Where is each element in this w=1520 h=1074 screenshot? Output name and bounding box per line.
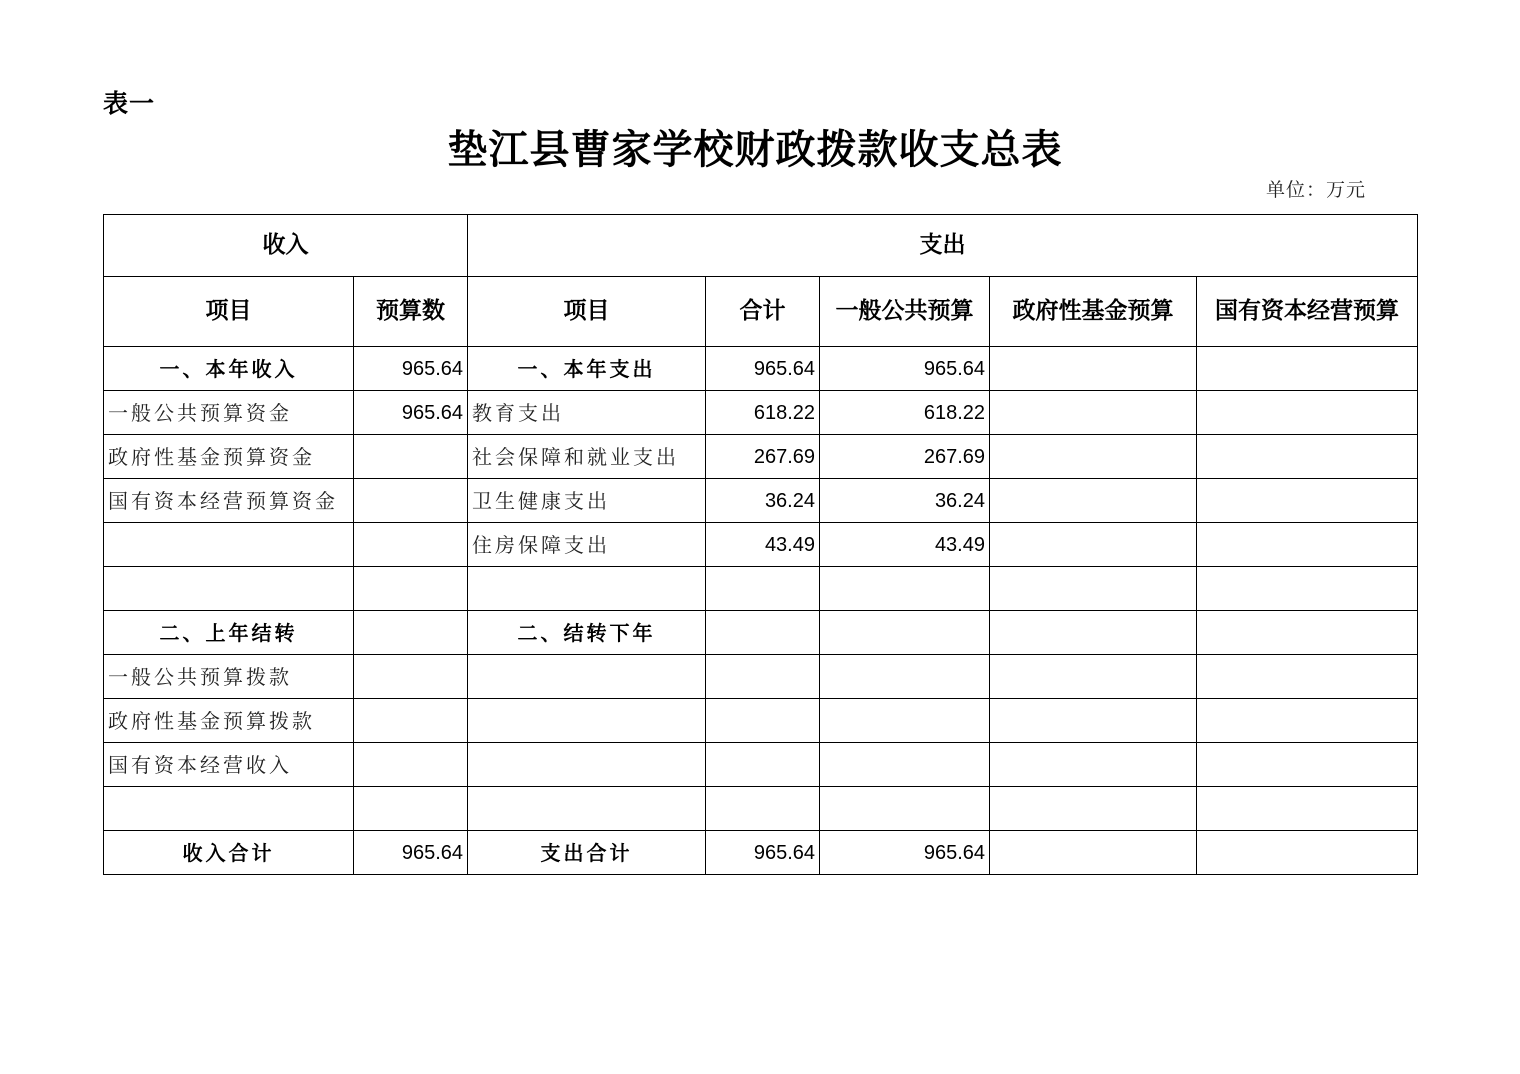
income-budget-cell — [354, 435, 468, 479]
general-public-budget-cell — [820, 699, 990, 743]
income-item-cell: 二、上年结转 — [104, 611, 354, 655]
table-row — [104, 435, 1418, 479]
expense-total-cell: 43.49 — [706, 523, 820, 567]
state-capital-budget-cell — [1197, 611, 1418, 655]
income-item-cell: 政府性基金预算拨款 — [104, 699, 354, 743]
state-capital-budget-cell — [1197, 655, 1418, 699]
general-public-budget-cell: 36.24 — [820, 479, 990, 523]
general-public-budget-cell: 965.64 — [820, 831, 990, 875]
state-capital-budget-cell — [1197, 567, 1418, 611]
income-item-cell: 一般公共预算拨款 — [104, 655, 354, 699]
expense-item-cell: 支出合计 — [468, 831, 706, 875]
government-fund-budget-cell — [990, 479, 1197, 523]
table-row — [104, 347, 1418, 391]
general-public-budget-cell — [820, 567, 990, 611]
expense-total-cell — [706, 699, 820, 743]
government-fund-budget-cell — [990, 567, 1197, 611]
income-budget-cell — [354, 787, 468, 831]
income-budget-cell — [354, 611, 468, 655]
general-public-budget-cell: 43.49 — [820, 523, 990, 567]
general-public-budget-cell: 267.69 — [820, 435, 990, 479]
government-fund-budget-cell — [990, 347, 1197, 391]
income-item-cell — [104, 567, 354, 611]
income-item-cell: 政府性基金预算资金 — [104, 435, 354, 479]
table-row — [104, 655, 1418, 699]
income-item-cell — [104, 787, 354, 831]
income-budget-cell — [354, 479, 468, 523]
income-budget-header: 预算数 — [354, 277, 468, 347]
income-budget-cell — [354, 567, 468, 611]
page-title: 垫江县曹家学校财政拨款收支总表 — [447, 126, 1063, 173]
income-item-cell: 收入合计 — [104, 831, 354, 875]
state-capital-budget-cell — [1197, 831, 1418, 875]
group-header-row — [104, 215, 1418, 277]
income-group-header: 收入 — [104, 215, 468, 277]
expense-total-cell — [706, 567, 820, 611]
expense-item-cell — [468, 699, 706, 743]
table-row — [104, 523, 1418, 567]
table-row — [104, 611, 1418, 655]
column-header-row — [104, 277, 1418, 347]
expense-total-cell: 267.69 — [706, 435, 820, 479]
expense-item-cell: 一、本年支出 — [468, 347, 706, 391]
expense-item-cell: 卫生健康支出 — [468, 479, 706, 523]
general-public-budget-cell — [820, 787, 990, 831]
unit-label: 单位：万元 — [1265, 179, 1366, 201]
income-item-header: 项目 — [104, 277, 354, 347]
table-row — [104, 787, 1418, 831]
state-capital-budget-cell — [1197, 479, 1418, 523]
state-capital-budget-header: 国有资本经营预算 — [1197, 277, 1418, 347]
state-capital-budget-cell — [1197, 787, 1418, 831]
government-fund-budget-cell — [990, 523, 1197, 567]
income-budget-cell: 965.64 — [354, 831, 468, 875]
expense-total-cell — [706, 787, 820, 831]
table-row — [104, 831, 1418, 875]
expense-item-cell: 教育支出 — [468, 391, 706, 435]
expense-item-cell — [468, 655, 706, 699]
expense-total-cell — [706, 743, 820, 787]
table-label: 表一 — [103, 89, 156, 118]
expense-item-header: 项目 — [468, 277, 706, 347]
government-fund-budget-cell — [990, 391, 1197, 435]
state-capital-budget-cell — [1197, 699, 1418, 743]
expense-item-cell: 住房保障支出 — [468, 523, 706, 567]
government-fund-budget-cell — [990, 787, 1197, 831]
expense-total-cell — [706, 655, 820, 699]
expense-total-cell: 36.24 — [706, 479, 820, 523]
table-row — [104, 699, 1418, 743]
general-public-budget-cell: 965.64 — [820, 347, 990, 391]
government-fund-budget-cell — [990, 655, 1197, 699]
general-public-budget-cell: 618.22 — [820, 391, 990, 435]
government-fund-budget-cell — [990, 743, 1197, 787]
expense-group-header: 支出 — [468, 215, 1418, 277]
income-budget-cell: 965.64 — [354, 347, 468, 391]
expense-item-cell — [468, 567, 706, 611]
income-budget-cell — [354, 523, 468, 567]
income-item-cell: 一般公共预算资金 — [104, 391, 354, 435]
expense-total-header: 合计 — [706, 277, 820, 347]
government-fund-budget-cell — [990, 611, 1197, 655]
table-row — [104, 391, 1418, 435]
income-item-cell — [104, 523, 354, 567]
income-budget-cell: 965.64 — [354, 391, 468, 435]
expense-total-cell — [706, 611, 820, 655]
table-row — [104, 567, 1418, 611]
general-public-budget-cell — [820, 611, 990, 655]
state-capital-budget-cell — [1197, 347, 1418, 391]
state-capital-budget-cell — [1197, 391, 1418, 435]
table-row — [104, 743, 1418, 787]
government-fund-budget-cell — [990, 699, 1197, 743]
general-public-budget-header: 一般公共预算 — [820, 277, 990, 347]
income-budget-cell — [354, 655, 468, 699]
expense-item-cell — [468, 743, 706, 787]
expense-item-cell: 二、结转下年 — [468, 611, 706, 655]
state-capital-budget-cell — [1197, 435, 1418, 479]
government-fund-budget-cell — [990, 831, 1197, 875]
income-item-cell: 一、本年收入 — [104, 347, 354, 391]
income-budget-cell — [354, 699, 468, 743]
income-budget-cell — [354, 743, 468, 787]
government-fund-budget-cell — [990, 435, 1197, 479]
income-item-cell: 国有资本经营收入 — [104, 743, 354, 787]
expense-total-cell: 965.64 — [706, 831, 820, 875]
state-capital-budget-cell — [1197, 743, 1418, 787]
general-public-budget-cell — [820, 655, 990, 699]
expense-item-cell: 社会保障和就业支出 — [468, 435, 706, 479]
government-fund-budget-header: 政府性基金预算 — [990, 277, 1197, 347]
budget-table — [103, 214, 1418, 875]
expense-total-cell: 618.22 — [706, 391, 820, 435]
table-row — [104, 479, 1418, 523]
state-capital-budget-cell — [1197, 523, 1418, 567]
general-public-budget-cell — [820, 743, 990, 787]
expense-total-cell: 965.64 — [706, 347, 820, 391]
expense-item-cell — [468, 787, 706, 831]
income-item-cell: 国有资本经营预算资金 — [104, 479, 354, 523]
